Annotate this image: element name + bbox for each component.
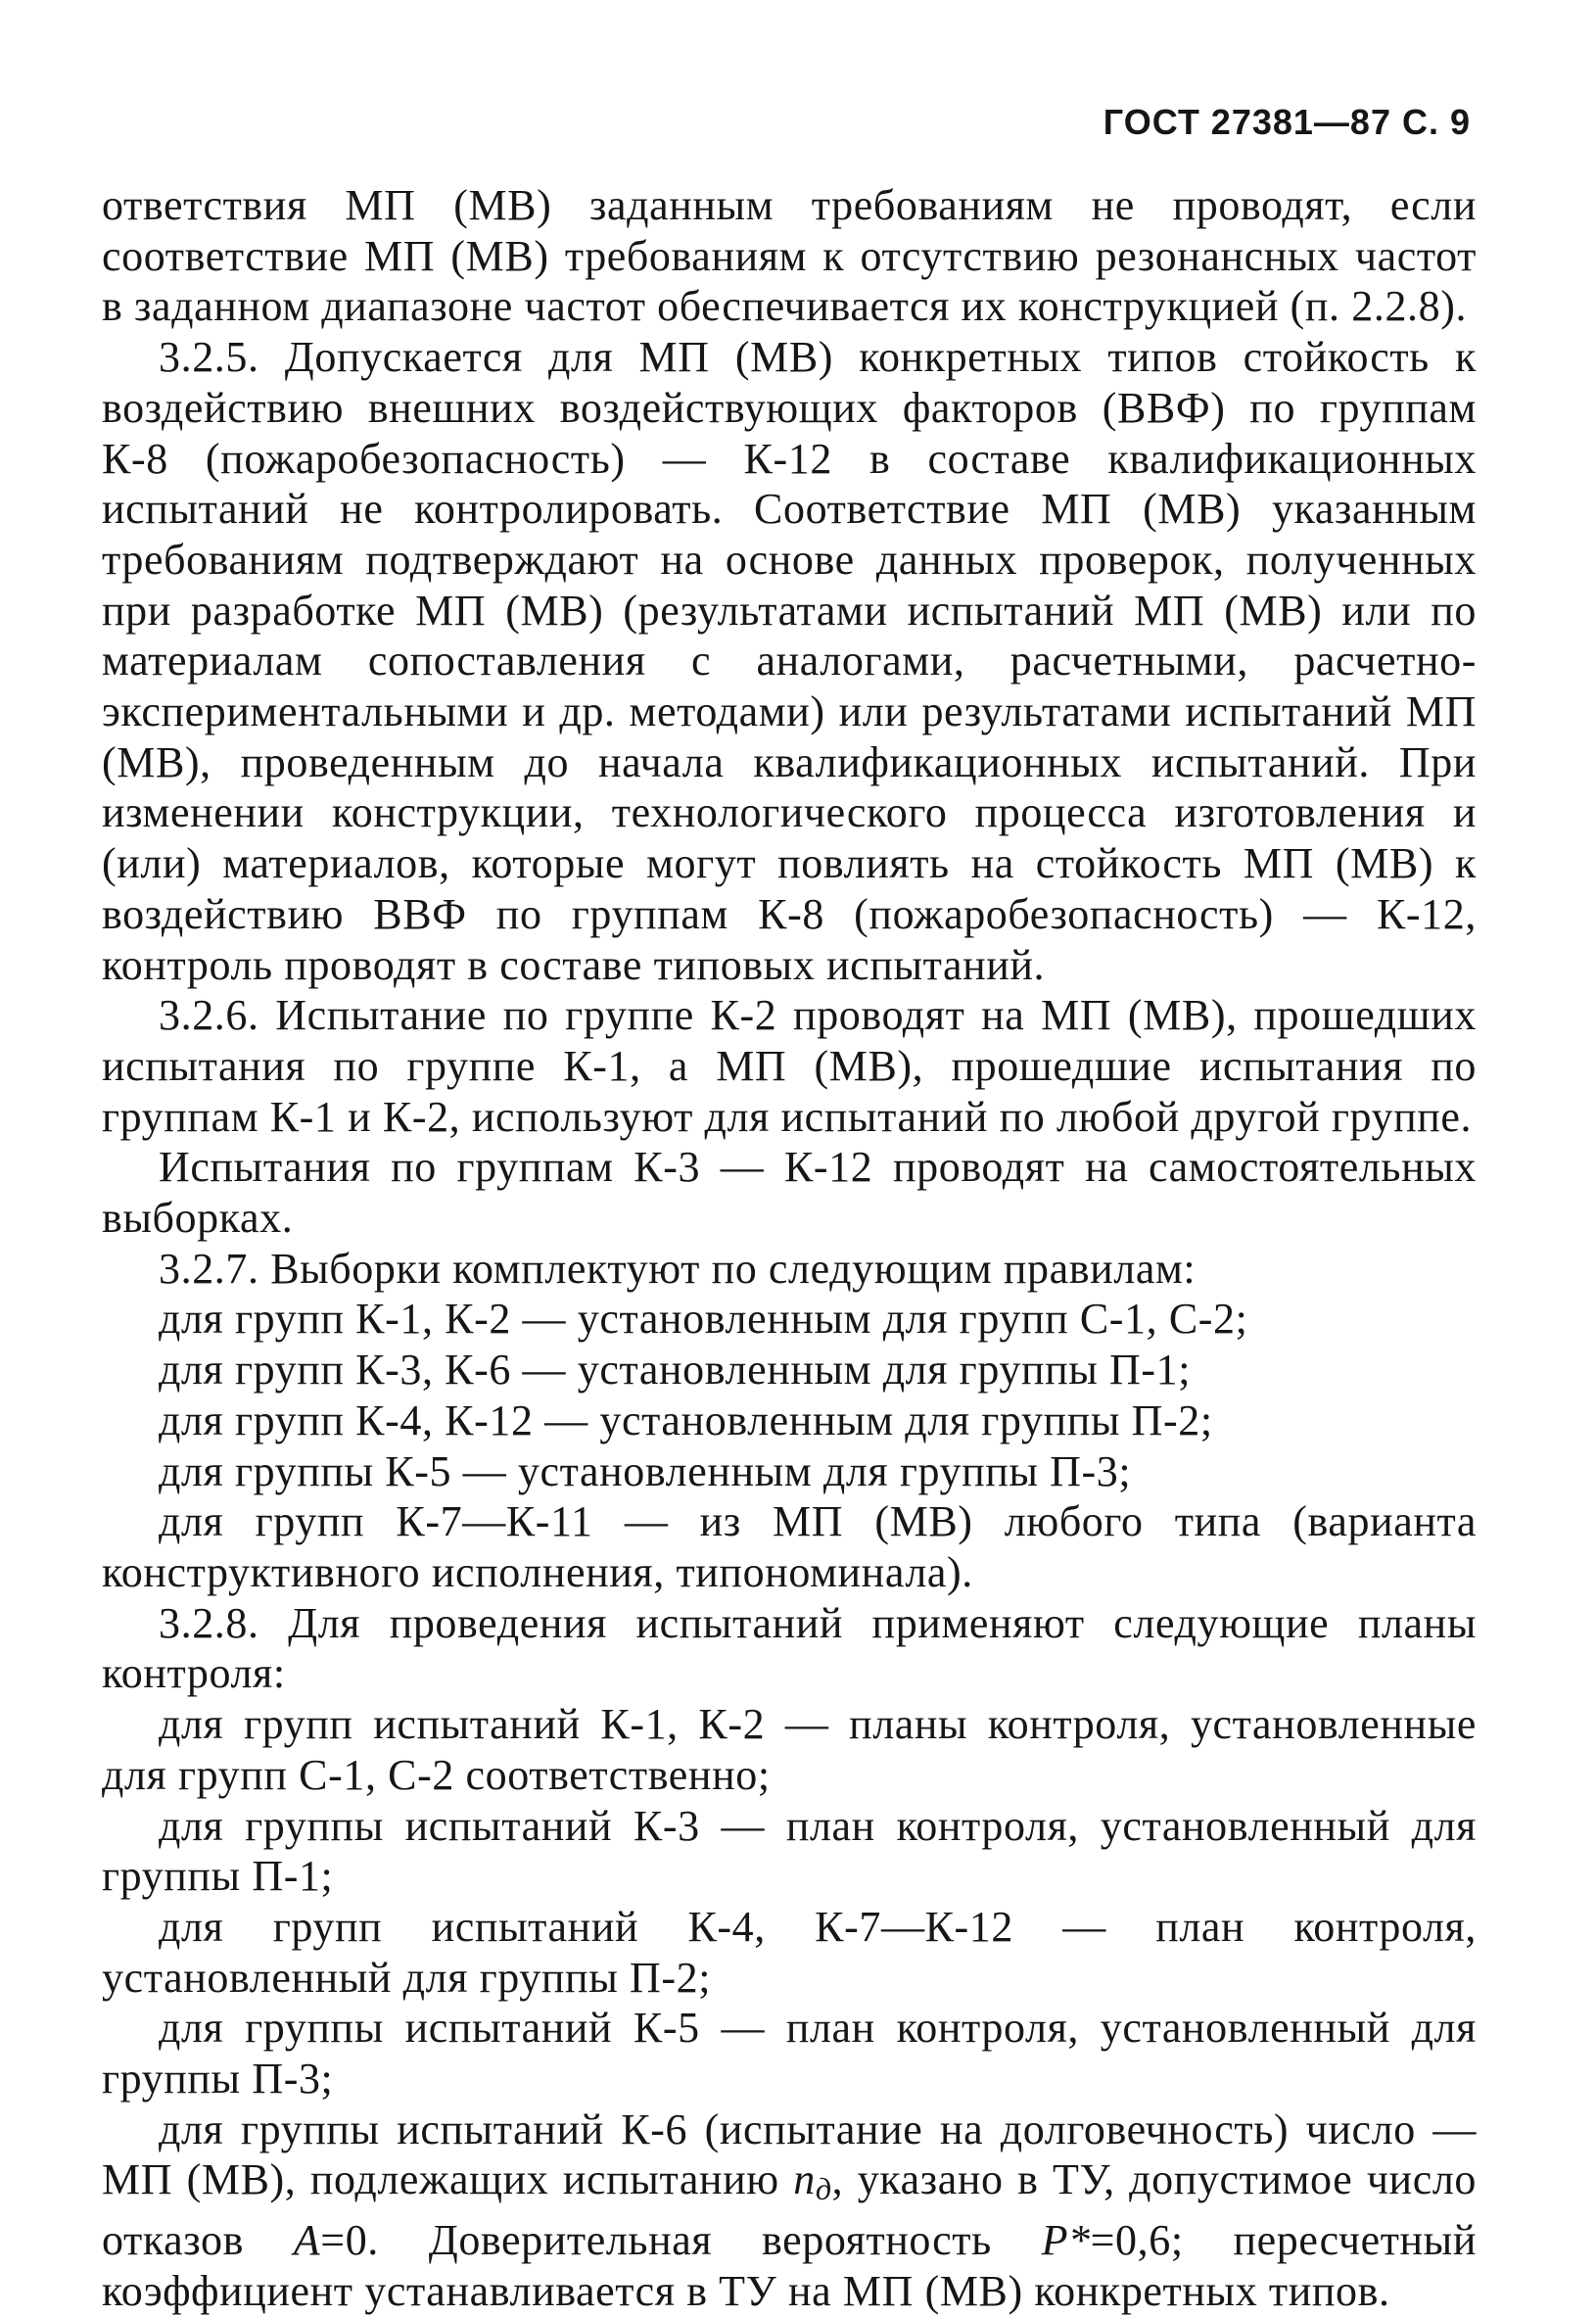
page-header: ГОСТ 27381—87 С. 9 bbox=[1103, 102, 1471, 142]
list-item-samples: для групп К-7—К-11 — из МП (МВ) любого типа (варианта конструктивного исполнения, типономинала). bbox=[102, 1497, 1477, 1596]
list-item-plans: для группы испытаний К-3 — план контроля, установленный для группы П-1; bbox=[102, 1801, 1477, 1901]
paragraph-3-2-6: 3.2.6. Испытание по группе К-2 проводят на МП (МВ), прошедших испытания по группе К-1, а МП (МВ), прошедшие испытания по группам К-1 и К-2, используют для испытаний по любой другой группе. bbox=[102, 991, 1477, 1141]
paragraph-continuation: ответствия МП (МВ) заданным требованиям не проводят, если соответствие МП (МВ) требованиям к отсутствию резонансных частот в заданном диапазоне частот обеспечивается их конструкцией (п. 2.2.8). bbox=[102, 181, 1477, 331]
math-variable-a: A bbox=[293, 2216, 321, 2265]
paragraph-3-2-5: 3.2.5. Допускается для МП (МВ) конкретных типов стойкость к воздействию внешних воздействующих факторов (ВВФ) по группам К-8 (пожаробезопасность) — К-12 в составе квалификационных испытаний не контролировать. Соответствие МП (МВ) указанным требованиям подтверждают на основе данных проверок, полученных при разработке МП (МВ) (результатами испытаний МП (МВ) или по материалам сопоставления с аналогами, расчетными, расчетно-экспериментальными и др. методами) или результатами испытаний МП (МВ), проведенным до начала квалификационных испытаний. При изменении конструкции, технологического процесса изготовления и (или) материалов, которые могут повлиять на стойкость МП (МВ) к воздействию ВВФ по группам К-8 (пожаробезопасность) — К-12, контроль проводят в составе типовых испытаний. bbox=[102, 333, 1477, 989]
list-item-plans: для группы испытаний К-5 — план контроля, установленный для группы П-3; bbox=[102, 2004, 1477, 2104]
list-item-samples: для групп К-3, К-6 — установленным для группы П-1; bbox=[159, 1346, 1192, 1395]
list-item-plans: для групп испытаний К-1, К-2 — планы контроля, установленные для групп С-1, С-2 соответственно; bbox=[102, 1700, 1477, 1799]
text-segment: =0. Доверительная вероятность bbox=[320, 2216, 1042, 2265]
math-subscript: д bbox=[815, 2171, 832, 2207]
text-segment: , указано в ТУ, допустимое число отказов bbox=[102, 2155, 1477, 2265]
math-variable-n: nд bbox=[793, 2155, 832, 2207]
math-variable-p: P* bbox=[1041, 2216, 1091, 2265]
text-segment: =0,6; пересчетный коэффициент устанавливается в ТУ на МП (МВ) конкретных типов. bbox=[102, 2216, 1477, 2315]
list-item-plans-k6 bbox=[102, 2104, 1477, 2317]
list-item-samples: для групп К-1, К-2 — установленным для групп С-1, С-2; bbox=[159, 1295, 1248, 1344]
paragraph-3-2-8: 3.2.8. Для проведения испытаний применяют следующие планы контроля: bbox=[102, 1598, 1477, 1698]
document-body bbox=[102, 180, 1477, 2317]
text-segment: для группы испытаний К-6 (испытание на долговечность) число — МП (МВ), подлежащих испытанию bbox=[102, 2104, 1477, 2204]
list-item-samples: для группы К-5 — установленным для группы П-3; bbox=[159, 1446, 1132, 1495]
list-item-plans: для групп испытаний К-4, К-7—К-12 — план контроля, установленный для группы П-2; bbox=[102, 1902, 1477, 2002]
paragraph-independent-samples: Испытания по группам К-3 — К-12 проводят на самостоятельных выборках. bbox=[102, 1143, 1477, 1243]
list-item-samples: для групп К-4, К-12 — установленным для группы П-2; bbox=[159, 1395, 1213, 1444]
paragraph-3-2-7: 3.2.7. Выборки комплектуют по следующим правилам: bbox=[159, 1244, 1197, 1293]
